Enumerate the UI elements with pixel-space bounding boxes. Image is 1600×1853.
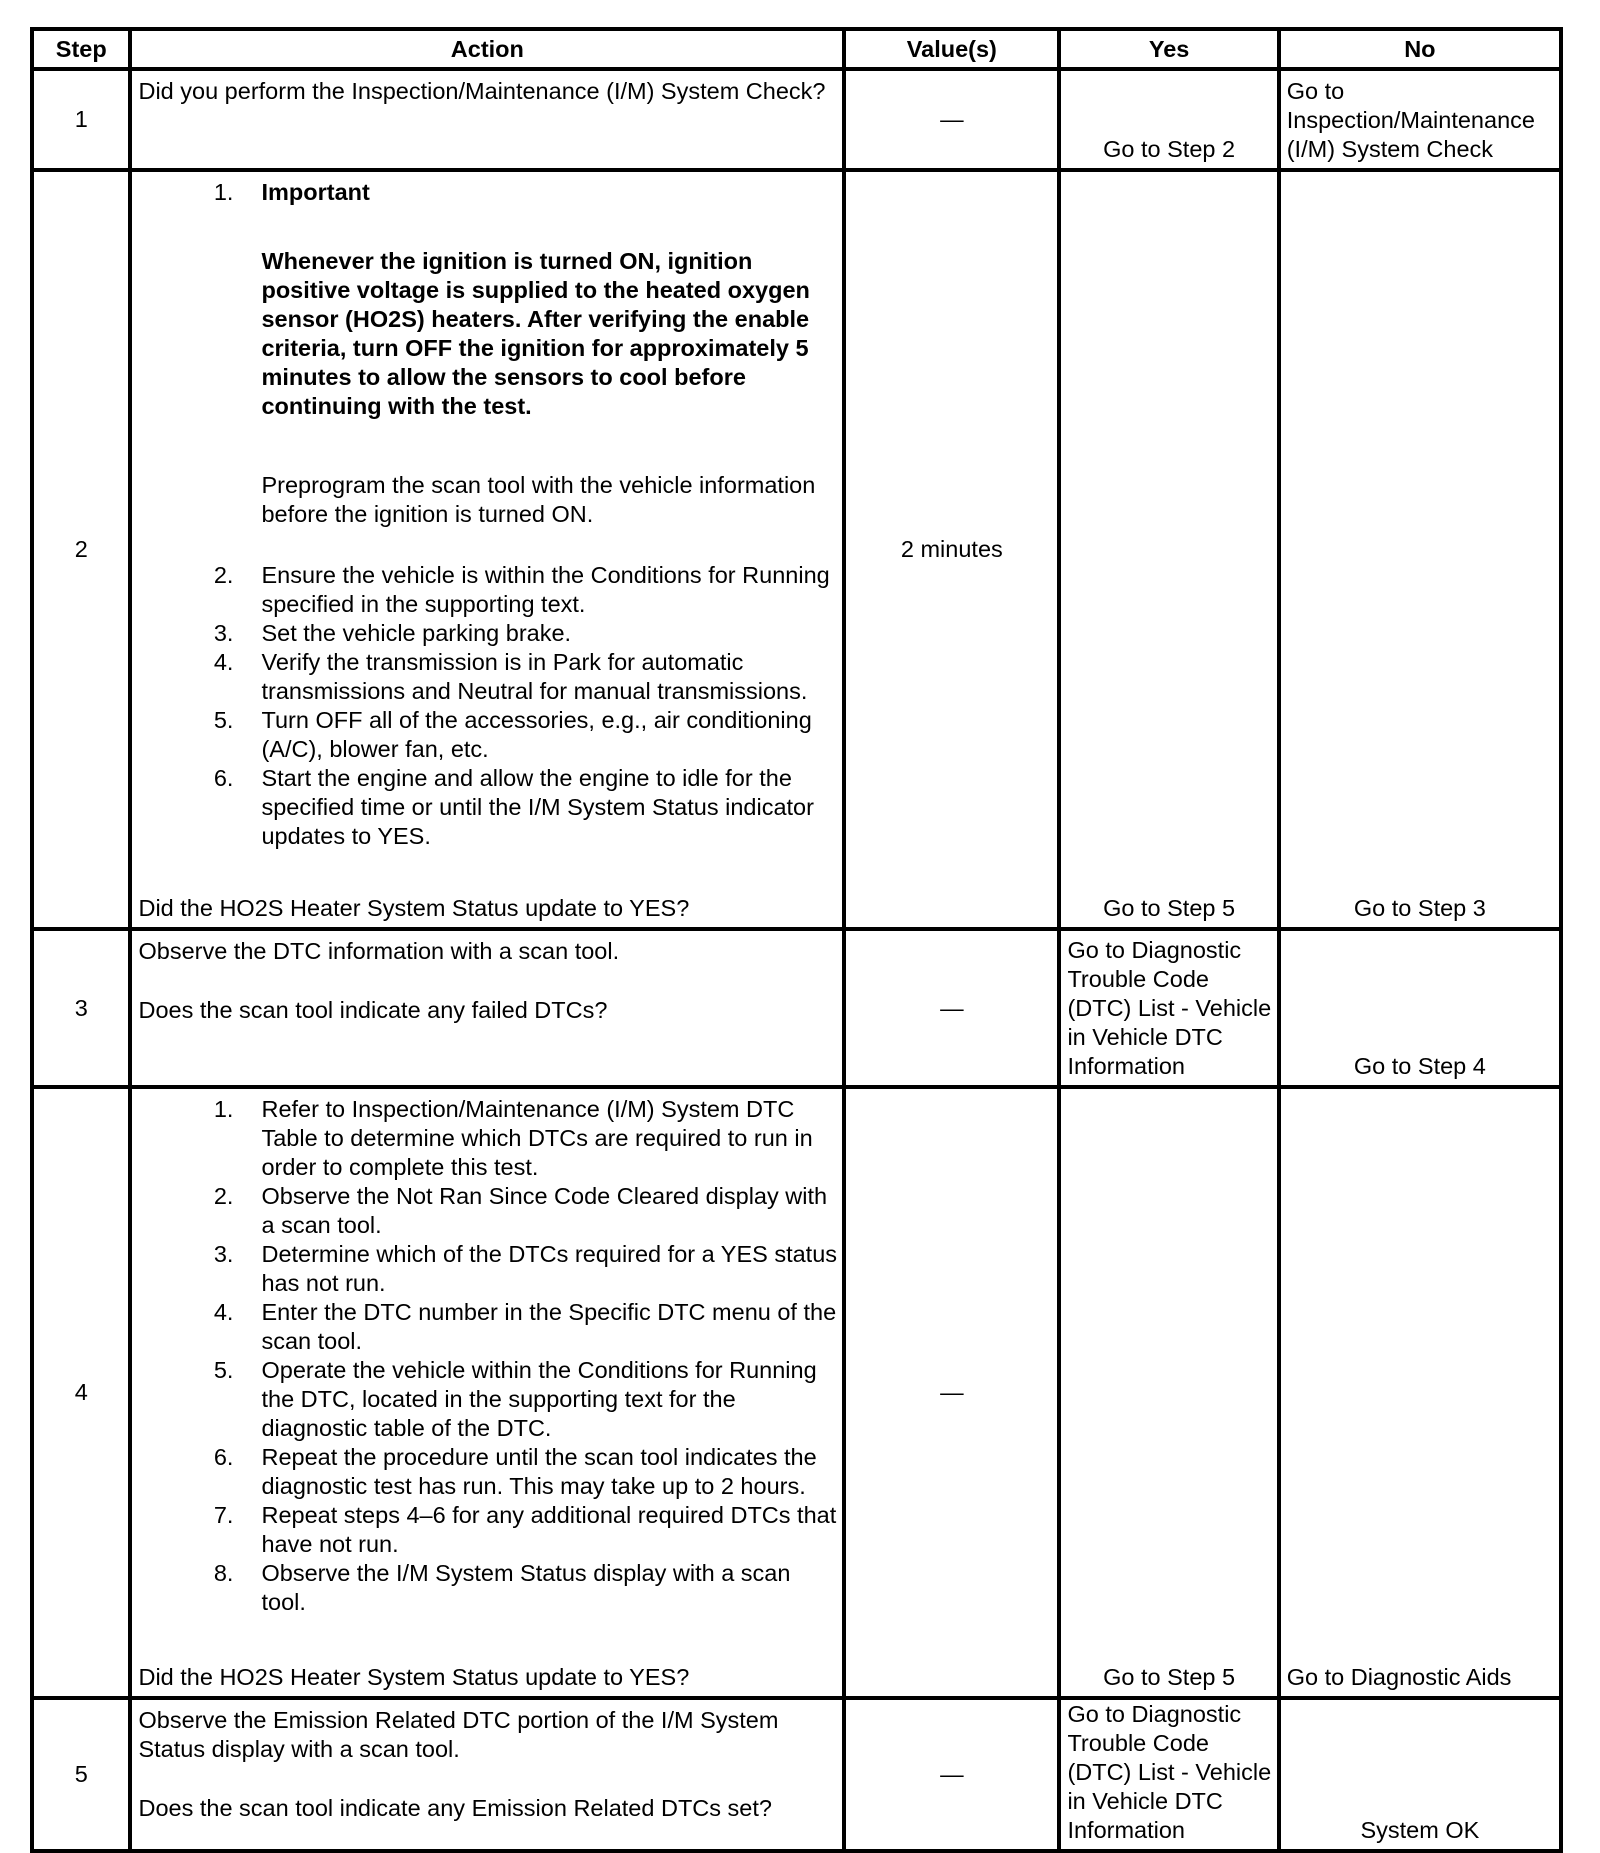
item-text: Set the vehicle parking brake.: [261, 620, 572, 646]
important-label: Important: [261, 179, 370, 205]
item-number: 2.: [213, 1183, 234, 1209]
action-text: Observe the DTC information with a scan tool.: [138, 938, 620, 964]
no-text: Go to Diagnostic Aids: [1286, 1664, 1512, 1690]
yes-text: Go to Diagnostic Trouble Code (DTC) List - Vehicle in Vehicle DTC Information: [1067, 937, 1272, 1079]
list-item: [138, 706, 838, 764]
header-no: No: [1279, 29, 1561, 69]
yes-text: Go to Step 5: [1103, 1664, 1236, 1690]
item-body: [261, 178, 838, 529]
item-text: Repeat steps 4–6 for any additional required DTCs that have not run.: [261, 1502, 837, 1557]
no-text: Go to Step 4: [1353, 1053, 1486, 1079]
action-text: Did you perform the Inspection/Maintenance (I/M) System Check?: [138, 78, 826, 104]
list-item: [138, 764, 838, 851]
list-item: [138, 1356, 838, 1443]
header-yes: Yes: [1059, 29, 1278, 69]
yes-cell: [1059, 170, 1278, 929]
yes-cell: [1059, 1087, 1278, 1698]
step-list: [138, 178, 838, 529]
list-item: [138, 1298, 838, 1356]
table-row: [32, 69, 1561, 170]
item-text: Observe the I/M System Status display with a scan tool.: [261, 1560, 791, 1615]
step-number: 5: [32, 1698, 130, 1851]
header-step: Step: [32, 29, 130, 69]
preprogram-note: Preprogram the scan tool with the vehicle information before the ignition is turned ON.: [261, 472, 816, 527]
no-text: Go to Inspection/Maintenance (I/M) System Check: [1286, 78, 1535, 162]
yes-text: Go to Step 5: [1103, 895, 1236, 921]
item-text: Start the engine and allow the engine to idle for the specified time or until the I/M System Status indicator updates to YES.: [261, 765, 814, 849]
list-item: [138, 1095, 838, 1182]
table-row: [32, 1087, 1561, 1698]
item-text: Ensure the vehicle is within the Conditions for Running specified in the supporting text.: [261, 562, 830, 617]
item-number: 3.: [213, 1241, 234, 1267]
item-text: Observe the Not Ran Since Code Cleared display with a scan tool.: [261, 1183, 828, 1238]
item-number: 1.: [213, 1096, 234, 1122]
item-text: Operate the vehicle within the Conditions for Running the DTC, located in the supporting text for the diagnostic table of the DTC.: [261, 1357, 817, 1441]
action-question: Does the scan tool indicate any Emission Related DTCs set?: [138, 1795, 772, 1821]
list-item: [138, 619, 838, 648]
table-row: [32, 1698, 1561, 1851]
item-number: 3.: [213, 620, 234, 646]
item-number: 2.: [213, 562, 234, 588]
action-cell: [130, 170, 844, 929]
list-item: [138, 178, 838, 529]
no-cell: [1279, 1087, 1561, 1698]
action-question: Did the HO2S Heater System Status update to YES?: [138, 1664, 690, 1690]
value-cell: —: [844, 929, 1059, 1087]
value-cell: —: [844, 1698, 1059, 1851]
no-text: Go to Step 3: [1353, 895, 1486, 921]
step-list: [138, 561, 838, 851]
item-number: 5.: [213, 707, 234, 733]
item-text: Determine which of the DTCs required for a YES status has not run.: [261, 1241, 838, 1296]
step-number: 4: [32, 1087, 130, 1698]
item-text: Refer to Inspection/Maintenance (I/M) System DTC Table to determine which DTCs are required to run in order to complete this test.: [261, 1096, 813, 1180]
value-cell: —: [844, 69, 1059, 170]
no-cell: [1279, 929, 1561, 1087]
header-row: [32, 29, 1561, 69]
item-text: Enter the DTC number in the Specific DTC menu of the scan tool.: [261, 1299, 837, 1354]
table-row: [32, 170, 1561, 929]
list-item: [138, 1240, 838, 1298]
item-number: 8.: [213, 1560, 234, 1586]
item-text: Verify the transmission is in Park for automatic transmissions and Neutral for manual transmissions.: [261, 649, 808, 704]
action-content: [132, 1700, 842, 1827]
no-cell: [1279, 170, 1561, 929]
no-cell: [1279, 69, 1561, 170]
action-content: [132, 931, 842, 1029]
no-cell: [1279, 1698, 1561, 1851]
item-text: Repeat the procedure until the scan tool indicates the diagnostic test has run. This may take up to 2 hours.: [261, 1444, 817, 1499]
item-number: 4.: [213, 1299, 234, 1325]
yes-cell: [1059, 929, 1278, 1087]
item-number: 4.: [213, 649, 234, 675]
step-number: 2: [32, 170, 130, 929]
item-number: 7.: [213, 1502, 234, 1528]
action-cell: [130, 929, 844, 1087]
step-number: 1: [32, 69, 130, 170]
item-text: Turn OFF all of the accessories, e.g., air conditioning (A/C), blower fan, etc.: [261, 707, 812, 762]
table-row: [32, 929, 1561, 1087]
header-values: Value(s): [844, 29, 1059, 69]
list-item: [138, 561, 838, 619]
action-question: Does the scan tool indicate any failed DTCs?: [138, 997, 608, 1023]
action-cell: [130, 1698, 844, 1851]
list-item: [138, 1559, 838, 1617]
list-item: [138, 1443, 838, 1501]
step-list: [138, 1095, 838, 1617]
value-cell: 2 minutes: [844, 170, 1059, 929]
yes-text: Go to Step 2: [1103, 136, 1236, 162]
list-item: [138, 1501, 838, 1559]
no-text: System OK: [1360, 1817, 1480, 1843]
diagnostic-table: [30, 27, 1563, 1853]
action-cell: [130, 1087, 844, 1698]
value-cell: —: [844, 1087, 1059, 1698]
list-item: [138, 648, 838, 706]
yes-cell: [1059, 1698, 1278, 1851]
action-text: Observe the Emission Related DTC portion of the I/M System Status display with a scan tool.: [138, 1707, 779, 1762]
item-number: 6.: [213, 765, 234, 791]
item-number: 1.: [213, 179, 234, 205]
yes-text: Go to Diagnostic Trouble Code (DTC) List - Vehicle in Vehicle DTC Information: [1067, 1701, 1272, 1843]
item-number: 5.: [213, 1357, 234, 1383]
item-number: 6.: [213, 1444, 234, 1470]
header-action: Action: [130, 29, 844, 69]
yes-cell: [1059, 69, 1278, 170]
action-question: Did the HO2S Heater System Status update to YES?: [138, 895, 690, 921]
step-number: 3: [32, 929, 130, 1087]
action-content: [132, 1089, 842, 1696]
action-cell: [130, 69, 844, 170]
important-note: Whenever the ignition is turned ON, ignition positive voltage is supplied to the heated oxygen sensor (HO2S) heaters. After verifying the enable criteria, turn OFF the ignition for approximately 5 minutes to allow the sensors to cool before continuing with the test.: [261, 248, 810, 419]
list-item: [138, 1182, 838, 1240]
action-steps: [138, 178, 838, 851]
action-content: [132, 172, 842, 927]
